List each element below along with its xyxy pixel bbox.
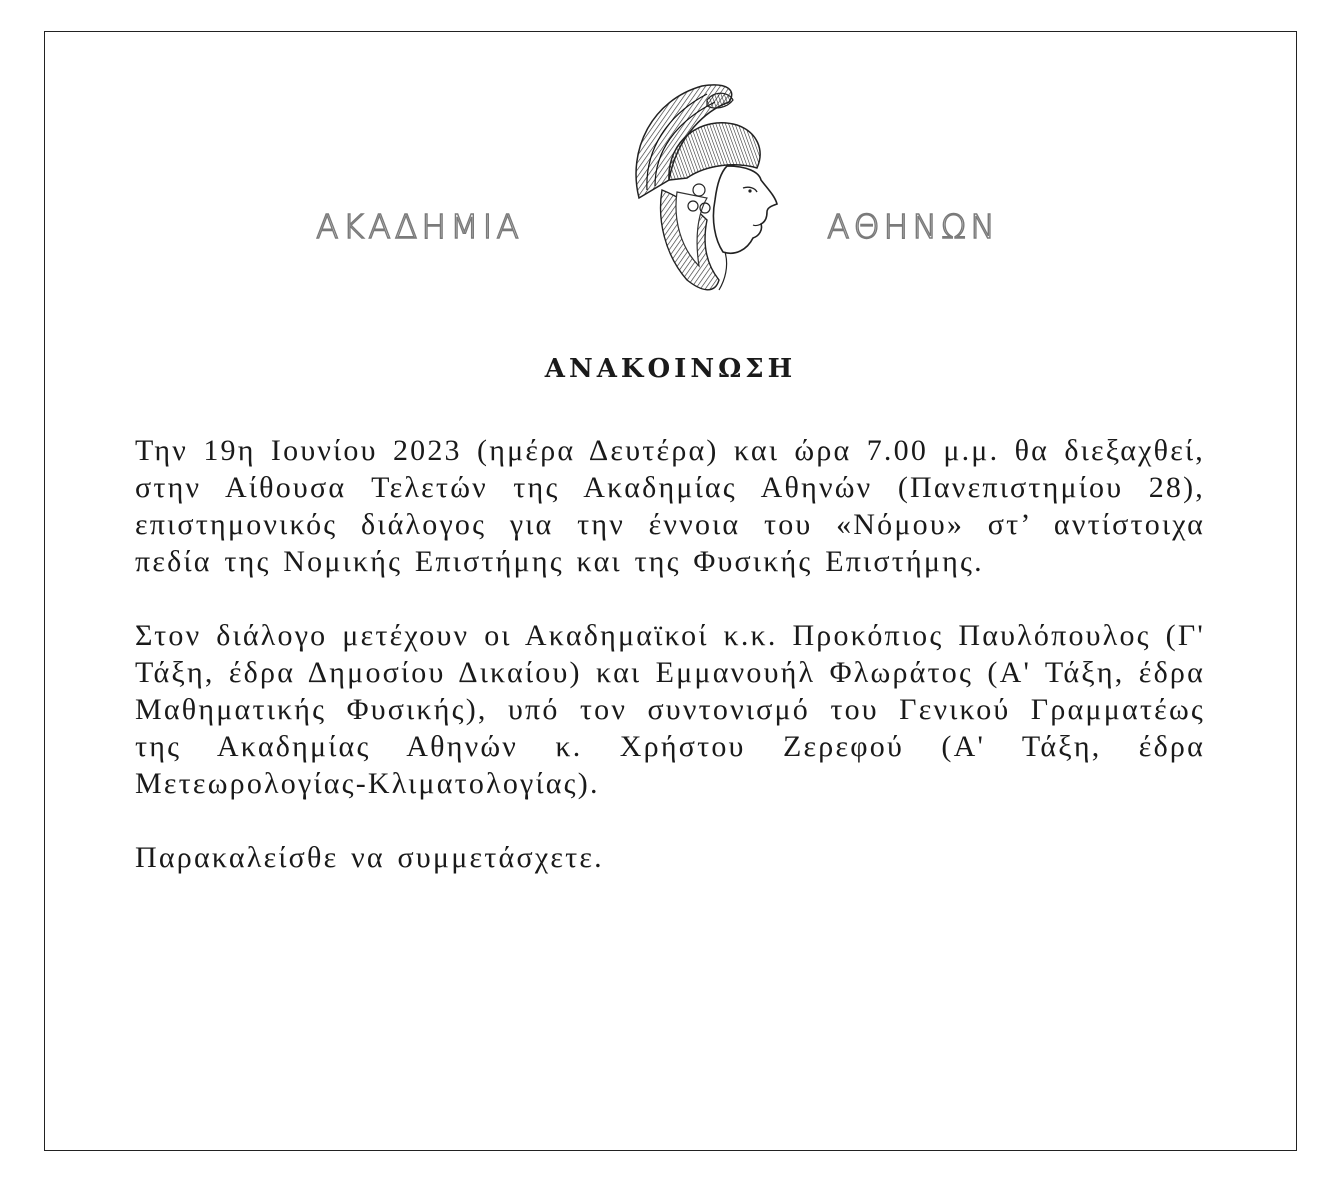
letterhead	[45, 80, 1296, 310]
announcement-title: ΑΝΑΚΟΙΝΩΣΗ	[544, 354, 797, 384]
document-page	[44, 31, 1297, 1151]
paragraph-participants: Στον διάλογο μετέχουν οι Ακαδημαϊκοί κ.κ. Προκόπιος Παυλόπουλος (Γ' Τάξη, έδρα Δημοσίου Δικαίου) και Εμμανουήλ Φλωράτος (Α' Τάξη, έδρα Μαθηματικής Φυσικής), υπό τον συντονισμό του Γενικού Γραμματέως της Ακαδημίας Αθηνών κ. Χρήστου Ζερεφού (Α' Τάξη, έδρα Μετεωρολογίας-Κλιματολογίας).	[135, 619, 1205, 800]
athena-helmet-head-icon	[607, 80, 787, 300]
announcement-body	[135, 432, 1205, 913]
letterhead-word-athinon: ΑΘΗΝΩΝ	[827, 207, 999, 246]
paragraph-event-details: Την 19η Ιουνίου 2023 (ημέρα Δευτέρα) και ώρα 7.00 μ.μ. θα διεξαχθεί, στην Αίθουσα Τελετών της Ακαδημίας Αθηνών (Πανεπιστημίου 28), επιστημονικός διάλογος για την έννοια του «Νόμου» στ’ αντίστοιχα πεδία της Νομικής Επιστήμης και της Φυσικής Επιστήμης.	[135, 434, 1205, 578]
paragraph-closing: Παρακαλείσθε να συμμετάσχετε.	[135, 841, 604, 874]
letterhead-word-akadimia: ΑΚΑΔΗΜΙΑ	[316, 207, 523, 246]
